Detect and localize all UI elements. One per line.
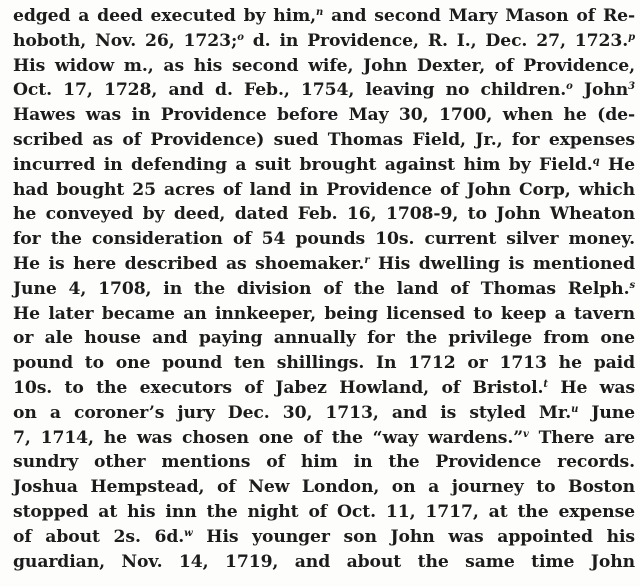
text-line (13, 29, 635, 54)
text-segment: sundry other mentions of him in the Providence records. (13, 452, 635, 473)
text-segment: had bought 25 acres of land in Providence of John Corp, which (13, 179, 635, 200)
text-line (13, 277, 635, 302)
text-segment: for the consideration of 54 pounds 10s. current silver money. (13, 229, 635, 250)
text-line (13, 525, 635, 550)
text-line (13, 252, 635, 277)
text-line (13, 351, 635, 376)
text-segment: stopped at his inn the night of Oct. 11, 1717, at the expense (13, 501, 635, 522)
text-segment: Hawes was in Providence before May 30, 1700, when he (de- (13, 105, 635, 126)
text-segment: His dwelling is mentioned (369, 253, 636, 274)
text-segment: John (572, 80, 629, 101)
text-segment: he conveyed by deed, dated Feb. 16, 1708-9, to John Wheaton (13, 204, 635, 225)
text-line (13, 78, 635, 103)
text-segment: He later became an innkeeper, being licensed to keep a tavern (13, 303, 635, 324)
footnote-marker: p (628, 31, 635, 43)
footnote-marker: u (571, 403, 579, 415)
text-line (13, 202, 635, 227)
text-segment: 7, 1714, he was chosen one of the “way wardens.” (13, 427, 524, 448)
text-segment: He is here described as shoemaker. (13, 253, 365, 274)
footnote-marker: q (592, 155, 600, 167)
footnote-marker: t (543, 378, 548, 390)
text-line (13, 426, 635, 451)
text-line (13, 302, 635, 327)
body-text (13, 4, 635, 574)
text-segment: and second Mary Mason of Re- (323, 6, 635, 26)
text-line (13, 450, 635, 475)
text-segment: on a coroner’s jury Dec. 30, 1713, and is styled Mr. (13, 402, 572, 423)
text-segment: There are (528, 427, 635, 448)
text-segment: scribed as of Providence) sued Thomas Field, Jr., for expenses (13, 129, 635, 150)
footnote-marker: o (237, 31, 244, 43)
text-line (13, 376, 635, 401)
text-segment: edged a deed executed by him, (13, 6, 317, 26)
text-segment: pound to one pound ten shillings. In 1712 or 1713 he paid (13, 353, 635, 374)
text-line (13, 4, 635, 29)
footnote-marker: v (523, 428, 529, 440)
footnote-marker: n (316, 7, 324, 18)
text-segment: guardian, Nov. 14, 1719, and about the same time John (13, 551, 635, 572)
text-line (13, 178, 635, 203)
text-segment: incurred in defending a suit brought against him by Field. (13, 154, 593, 175)
footnote-marker: 3 (628, 81, 636, 93)
footnote-marker: o (566, 81, 573, 93)
footnote-marker: s (629, 279, 635, 291)
text-segment: 10s. to the executors of Jabez Howland, of Bristol. (13, 377, 544, 398)
text-line (13, 475, 635, 500)
text-segment: He was (547, 377, 635, 398)
text-segment: His younger son John was appointed his (192, 526, 635, 547)
text-line (13, 54, 635, 79)
footnote-marker: w (184, 527, 193, 539)
text-line (13, 103, 635, 128)
text-segment: June (578, 402, 636, 423)
text-segment: or ale house and paying annually for the privilege from one (13, 328, 635, 349)
text-line (13, 227, 635, 252)
text-segment: He (599, 154, 635, 175)
text-line (13, 128, 635, 153)
text-line (13, 326, 635, 351)
text-segment: Oct. 17, 1728, and d. Feb., 1754, leaving no children. (13, 80, 567, 101)
text-segment: Joshua Hempstead, of New London, on a journey to Boston (13, 477, 635, 498)
text-line (13, 153, 635, 178)
text-segment: d. in Providence, R. I., Dec. 27, 1723. (243, 30, 629, 51)
text-segment: His widow m., as his second wife, John Dexter, of Providence, (13, 55, 635, 76)
text-segment: June 4, 1708, in the division of the land of Thomas Relph. (13, 278, 630, 299)
text-line (13, 500, 635, 525)
footnote-marker: r (364, 254, 370, 266)
text-segment: hoboth, Nov. 26, 1723; (13, 30, 238, 51)
text-line (13, 401, 635, 426)
text-segment: of about 2s. 6d. (13, 526, 185, 547)
text-line (13, 550, 635, 575)
